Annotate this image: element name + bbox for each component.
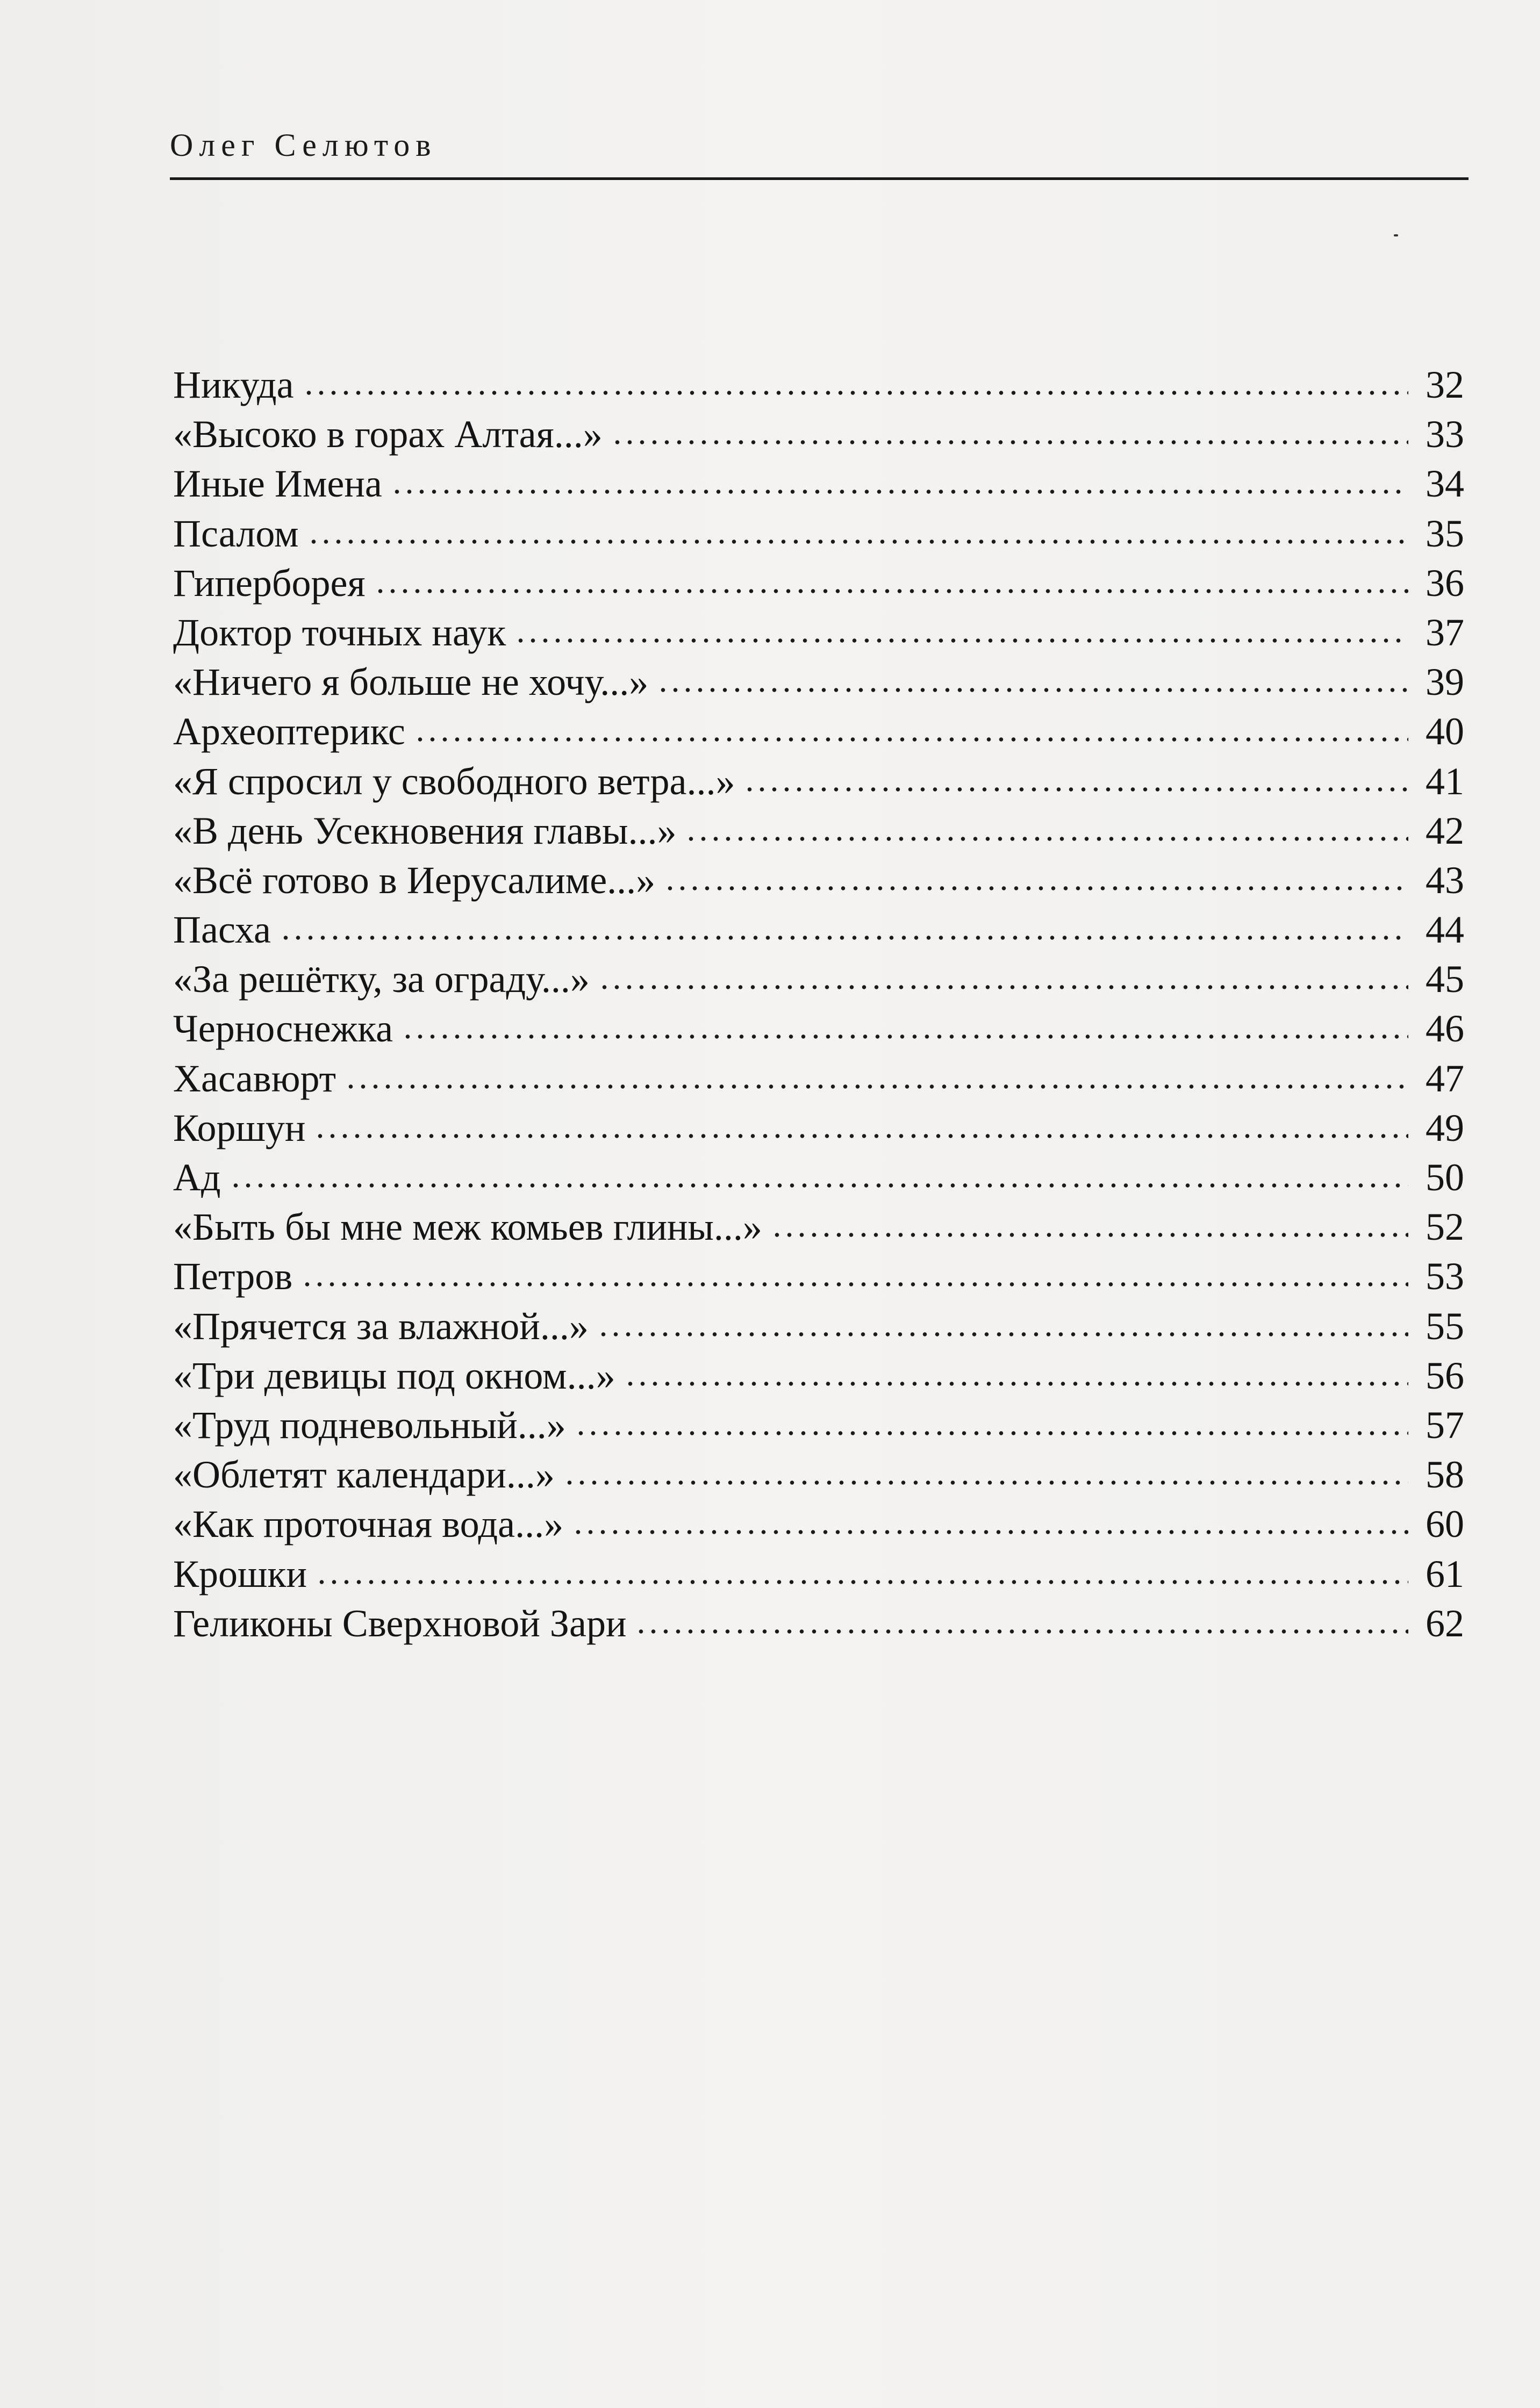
dot-leader	[307, 538, 1408, 545]
toc-entry-page-number: 52	[1426, 1205, 1464, 1249]
dot-leader	[771, 1231, 1408, 1239]
toc-entry-page-number: 55	[1426, 1304, 1464, 1348]
toc-entry	[173, 1153, 1464, 1202]
toc-entry-page-number: 36	[1426, 561, 1464, 605]
toc-entry-title: Археоптерикс	[173, 710, 405, 753]
dot-leader	[597, 1331, 1408, 1338]
dot-leader	[414, 736, 1408, 743]
toc-entry-page-number: 42	[1426, 809, 1464, 852]
toc-entry	[173, 558, 1464, 608]
toc-entry	[173, 509, 1464, 558]
toc-entry	[173, 1302, 1464, 1351]
dot-leader	[575, 1429, 1408, 1437]
toc-entry	[173, 954, 1464, 1004]
toc-entry-page-number: 40	[1426, 710, 1464, 753]
toc-entry-page-number: 44	[1426, 908, 1464, 952]
toc-entry	[173, 459, 1464, 508]
toc-entry	[173, 1499, 1464, 1549]
toc-entry-title: Никуда	[173, 363, 294, 406]
toc-entry	[173, 1252, 1464, 1301]
toc-entry-page-number: 49	[1426, 1106, 1464, 1149]
toc-entry-title: Пасха	[173, 908, 271, 952]
header-rule	[170, 177, 1469, 180]
toc-entry-title: «Три девицы под окном...»	[173, 1354, 615, 1397]
toc-entry-title: «В день Усекновения главы...»	[173, 809, 677, 852]
toc-entry	[173, 806, 1464, 856]
toc-entry-page-number: 58	[1426, 1453, 1464, 1497]
toc-entry-page-number: 39	[1426, 660, 1464, 704]
dot-leader	[391, 488, 1408, 495]
dot-leader	[657, 686, 1408, 694]
toc-entry-page-number: 46	[1426, 1007, 1464, 1051]
toc-entry-page-number: 37	[1426, 610, 1464, 654]
toc-entry	[173, 1351, 1464, 1400]
toc-entry	[173, 1054, 1464, 1103]
toc-entry	[173, 1549, 1464, 1599]
toc-entry-title: «Как проточная вода...»	[173, 1503, 564, 1546]
toc-entry-title: «Я спросил у свободного ветра...»	[173, 759, 735, 803]
toc-entry-title: Крошки	[173, 1552, 307, 1595]
toc-entry-page-number: 41	[1426, 759, 1464, 803]
toc-entry-title: «Труд подневольный...»	[173, 1403, 566, 1447]
toc-entry	[173, 657, 1464, 707]
dot-leader	[280, 934, 1408, 941]
toc-entry-title: Черноснежка	[173, 1007, 393, 1051]
dot-leader	[624, 1380, 1408, 1388]
dot-leader	[402, 1033, 1408, 1040]
dot-leader	[230, 1182, 1408, 1189]
table-of-contents	[173, 360, 1464, 1648]
toc-entry-title: Доктор точных наук	[173, 610, 506, 654]
toc-entry-page-number: 56	[1426, 1354, 1464, 1397]
toc-entry-title: Иные Имена	[173, 462, 382, 506]
dot-leader	[301, 1281, 1408, 1288]
toc-entry-title: Геликоны Сверхновой Зари	[173, 1601, 627, 1645]
toc-entry-page-number: 33	[1426, 413, 1464, 456]
dot-leader	[572, 1528, 1408, 1536]
toc-entry-page-number: 60	[1426, 1503, 1464, 1546]
toc-entry-title: Псалом	[173, 512, 299, 555]
toc-entry	[173, 409, 1464, 459]
toc-entry	[173, 1103, 1464, 1153]
toc-entry-page-number: 35	[1426, 512, 1464, 555]
dot-leader	[563, 1479, 1408, 1486]
dot-leader	[374, 587, 1408, 595]
toc-entry	[173, 360, 1464, 409]
dot-leader	[635, 1628, 1408, 1635]
toc-entry-page-number: 61	[1426, 1552, 1464, 1595]
toc-entry-page-number: 62	[1426, 1601, 1464, 1645]
toc-entry	[173, 1450, 1464, 1499]
toc-entry-page-number: 50	[1426, 1156, 1464, 1199]
toc-entry	[173, 608, 1464, 657]
toc-entry	[173, 1004, 1464, 1053]
toc-entry-page-number: 45	[1426, 958, 1464, 1001]
dot-leader	[314, 1132, 1408, 1140]
print-speck	[1394, 234, 1398, 236]
toc-entry-title: Петров	[173, 1255, 293, 1298]
running-head-author: Олег Селютов	[170, 127, 437, 163]
toc-entry-title: Коршун	[173, 1106, 306, 1149]
toc-entry-title: «Облетят календари...»	[173, 1453, 555, 1497]
toc-entry	[173, 856, 1464, 905]
toc-entry-page-number: 43	[1426, 858, 1464, 902]
toc-entry-title: «Высоко в горах Алтая...»	[173, 413, 603, 456]
toc-entry	[173, 905, 1464, 954]
toc-entry-title: Хасавюрт	[173, 1056, 336, 1100]
toc-entry-page-number: 53	[1426, 1255, 1464, 1298]
toc-entry-page-number: 32	[1426, 363, 1464, 406]
toc-entry-page-number: 34	[1426, 462, 1464, 506]
toc-entry-title: «За решётку, за ограду...»	[173, 958, 590, 1001]
toc-entry-page-number: 47	[1426, 1056, 1464, 1100]
toc-entry-title: «Быть бы мне меж комьев глины...»	[173, 1205, 762, 1249]
toc-entry	[173, 1599, 1464, 1648]
dot-leader	[303, 389, 1408, 397]
toc-entry-title: Гиперборея	[173, 561, 366, 605]
dot-leader	[743, 786, 1408, 793]
dot-leader	[316, 1578, 1408, 1586]
dot-leader	[598, 983, 1408, 991]
toc-entry	[173, 757, 1464, 806]
toc-entry	[173, 1400, 1464, 1450]
dot-leader	[345, 1083, 1408, 1090]
toc-entry	[173, 1202, 1464, 1252]
toc-entry	[173, 707, 1464, 756]
toc-entry-title: «Ничего я больше не хочу...»	[173, 660, 649, 704]
toc-entry-title: «Всё готово в Иерусалиме...»	[173, 858, 656, 902]
dot-leader	[514, 637, 1408, 644]
dot-leader	[611, 439, 1408, 446]
dot-leader	[685, 835, 1408, 843]
toc-entry-title: «Прячется за влажной...»	[173, 1304, 589, 1348]
toc-entry-title: Ад	[173, 1156, 221, 1199]
toc-entry-page-number: 57	[1426, 1403, 1464, 1447]
dot-leader	[664, 885, 1408, 892]
